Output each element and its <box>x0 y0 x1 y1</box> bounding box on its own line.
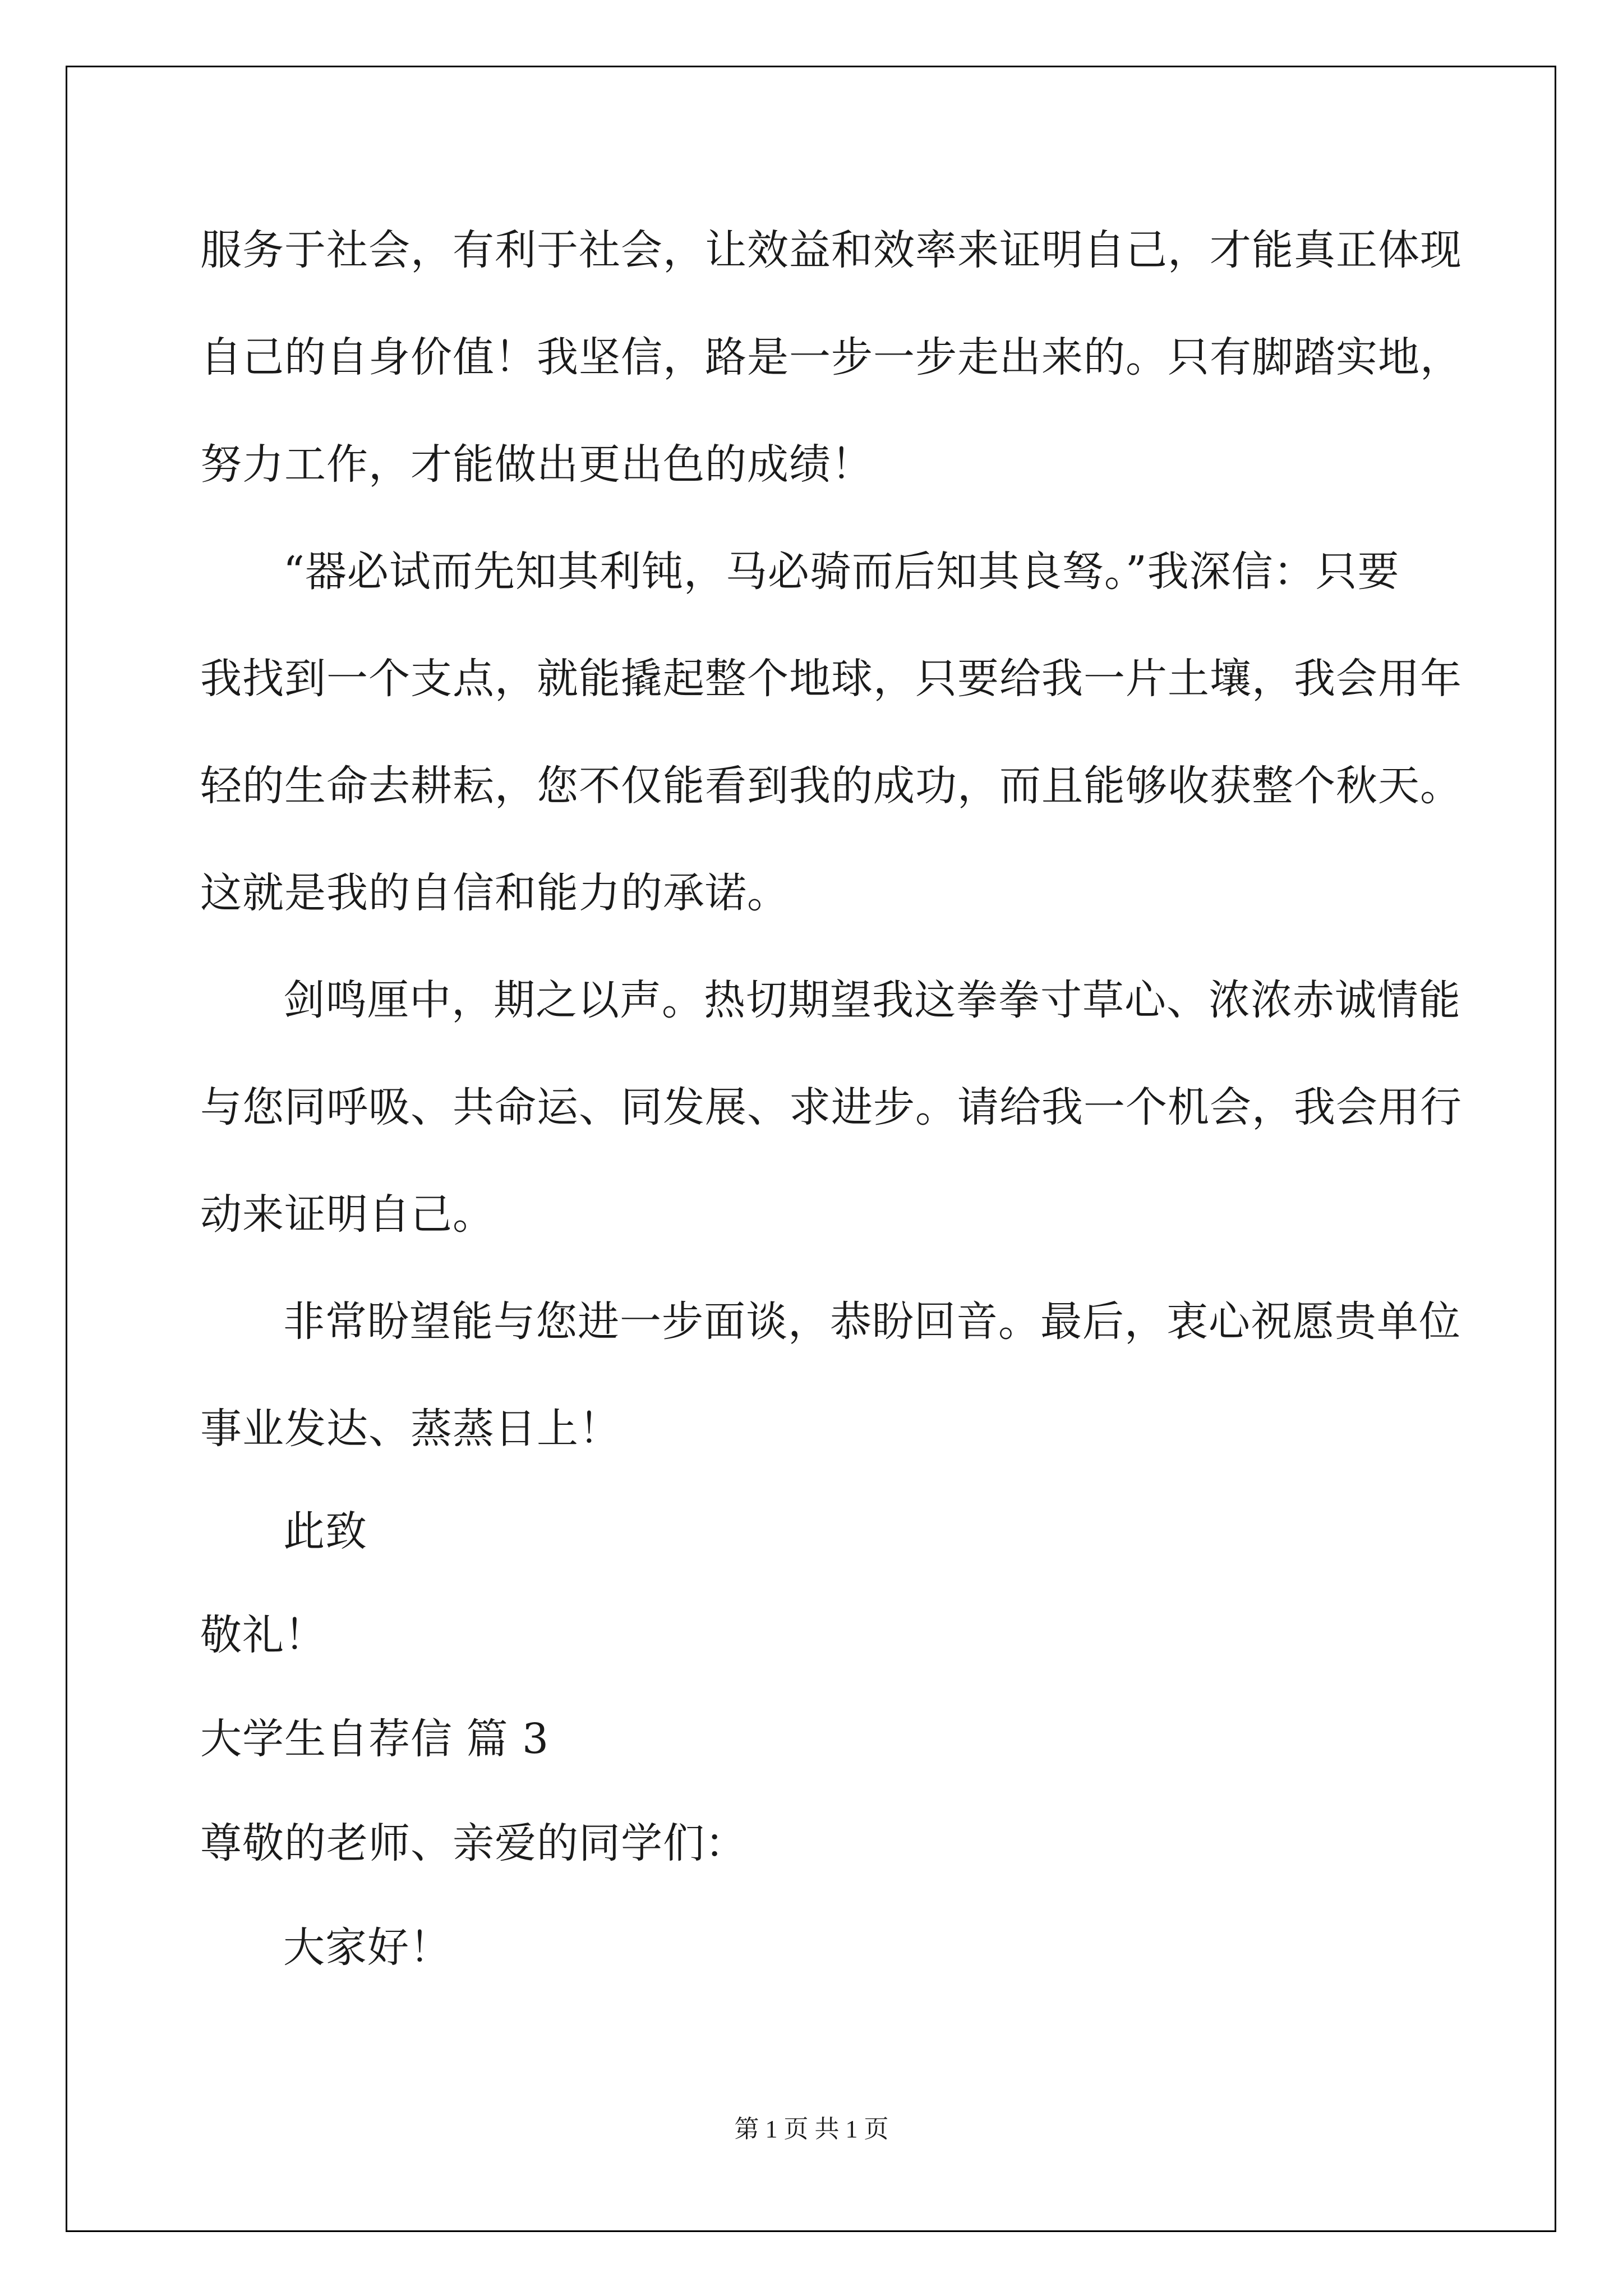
page-number-footer: 第 1 页 共 1 页 <box>734 2115 889 2143</box>
body-text-line: 自己的自身价值！我坚信，路是一步一步走出来的。只有脚踏实地， <box>200 333 1462 381</box>
paragraph-first-line: 剑鸣厘中，期之以声。热切期望我这拳拳寸草心、浓浓赤诚情能 <box>283 976 1461 1024</box>
body-text-line: 与您同呼吸、共命运、同发展、求进步。请给我一个机会，我会用行 <box>200 1083 1462 1131</box>
body-text-line: 动来证明自己。 <box>200 1190 495 1239</box>
body-text-line: 我找到一个支点，就能撬起整个地球，只要给我一片土壤，我会用年 <box>200 655 1462 703</box>
closing-regards: 敬礼！ <box>200 1611 326 1659</box>
greeting-hello: 大家好！ <box>283 1924 451 1972</box>
greeting-line: 尊敬的老师、亲爱的同学们： <box>200 1819 747 1867</box>
body-text-line: 这就是我的自信和能力的承诺。 <box>200 869 789 917</box>
paragraph-first-line: “器必试而先知其利钝，马必骑而后知其良驽。”我深信：只要 <box>283 547 1400 596</box>
body-text-line: 轻的生命去耕耘，您不仅能看到我的成功，而且能够收获整个秋天。 <box>200 762 1462 810</box>
body-text-line: 事业发达、蒸蒸日上！ <box>200 1405 621 1453</box>
body-text-line: 努力工作，才能做出更出色的成绩！ <box>200 440 873 489</box>
page-border <box>66 66 1556 2232</box>
body-text-line: 服务于社会，有利于社会，让效益和效率来证明自己，才能真正体现 <box>200 226 1462 274</box>
paragraph-first-line: 非常盼望能与您进一步面谈，恭盼回音。最后，衷心祝愿贵单位 <box>283 1297 1461 1346</box>
section-heading: 大学生自荐信 篇 3 <box>200 1715 550 1763</box>
closing-salutation: 此致 <box>283 1507 367 1556</box>
